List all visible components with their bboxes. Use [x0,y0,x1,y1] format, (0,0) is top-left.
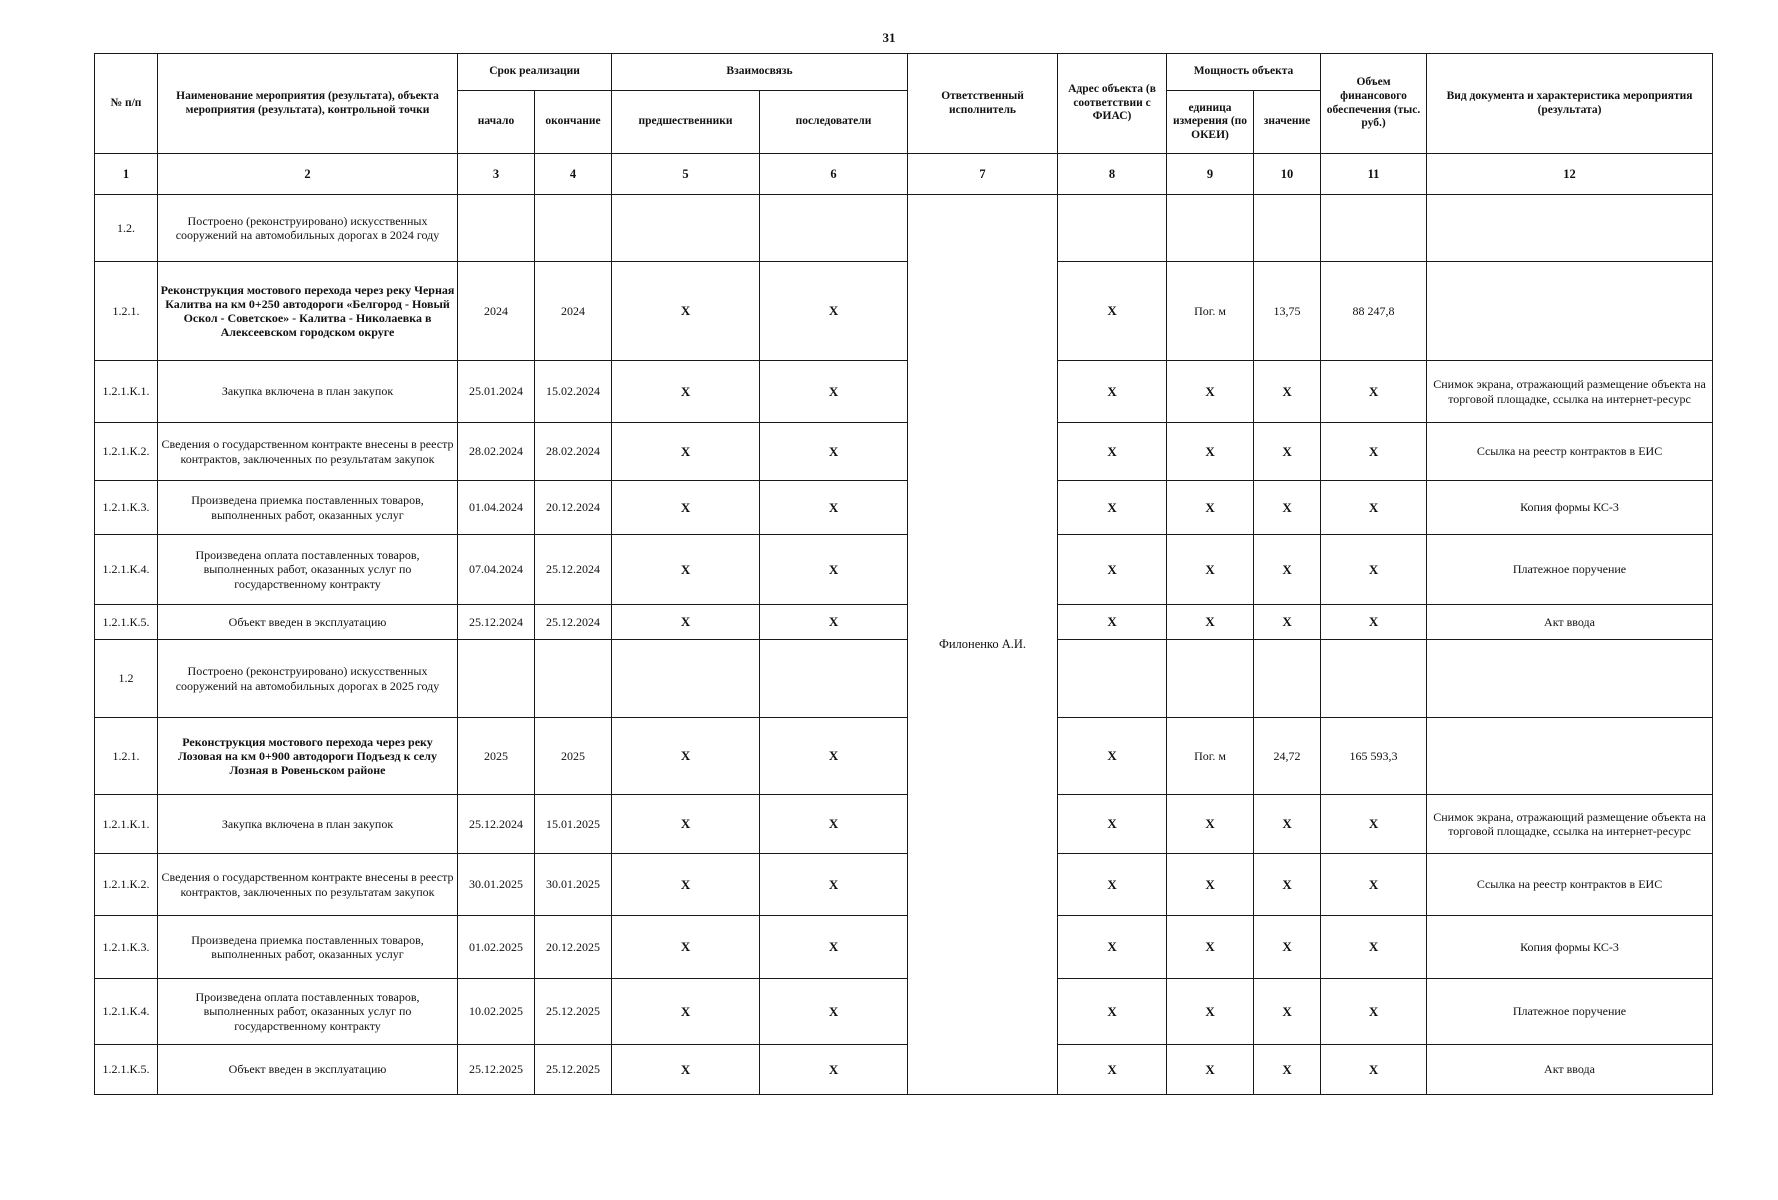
row-name: Сведения о государственном контракте внесены в реестр контрактов, заключенных по результатам закупок [158,423,458,481]
header-links: Взаимосвязь [612,54,908,91]
row-end [535,640,612,718]
row-successors: Х [760,979,908,1045]
table-row [95,195,1713,262]
column-number: 6 [760,154,908,195]
row-successors: Х [760,423,908,481]
table-row [95,535,1713,605]
row-value: Х [1254,481,1321,535]
row-predecessors: Х [612,535,760,605]
row-predecessors: Х [612,361,760,423]
row-predecessors: Х [612,481,760,535]
row-address [1058,640,1167,718]
row-finance: Х [1321,605,1427,640]
column-number: 5 [612,154,760,195]
row-end: 25.12.2024 [535,605,612,640]
row-value: Х [1254,1045,1321,1095]
header-period: Срок реализации [458,54,612,91]
row-address: Х [1058,795,1167,854]
row-end: 15.01.2025 [535,795,612,854]
column-number: 11 [1321,154,1427,195]
row-value: Х [1254,854,1321,916]
row-address: Х [1058,262,1167,361]
row-num: 1.2.1.К.5. [95,605,158,640]
row-start: 01.02.2025 [458,916,535,979]
row-doc: Ссылка на реестр контрактов в ЕИС [1427,854,1713,916]
row-num: 1.2.1.К.5. [95,1045,158,1095]
row-value: 13,75 [1254,262,1321,361]
row-finance: Х [1321,481,1427,535]
row-start: 25.12.2024 [458,795,535,854]
row-doc [1427,262,1713,361]
row-successors [760,640,908,718]
column-number: 8 [1058,154,1167,195]
row-value: Х [1254,916,1321,979]
row-finance [1321,640,1427,718]
row-name: Произведена оплата поставленных товаров, выполненных работ, оказанных услуг по государственному контракту [158,535,458,605]
table-row [95,795,1713,854]
row-doc: Копия формы КС-3 [1427,916,1713,979]
row-end: 30.01.2025 [535,854,612,916]
row-finance: Х [1321,1045,1427,1095]
row-predecessors [612,195,760,262]
row-predecessors: Х [612,718,760,795]
row-finance: 88 247,8 [1321,262,1427,361]
header-doc: Вид документа и характеристика мероприятия (результата) [1427,54,1713,154]
table-row [95,854,1713,916]
row-doc: Акт ввода [1427,1045,1713,1095]
header-name: Наименование мероприятия (результата), объекта мероприятия (результата), контрольной точки [158,54,458,154]
row-start: 25.12.2024 [458,605,535,640]
row-predecessors: Х [612,262,760,361]
row-start [458,195,535,262]
row-successors: Х [760,916,908,979]
row-num: 1.2.1.К.4. [95,535,158,605]
row-num: 1.2.1. [95,262,158,361]
row-start: 2025 [458,718,535,795]
row-finance [1321,195,1427,262]
header-successors: последователи [760,91,908,154]
table-row [95,640,1713,718]
row-unit: Х [1167,916,1254,979]
row-predecessors: Х [612,1045,760,1095]
row-address: Х [1058,916,1167,979]
row-start: 25.12.2025 [458,1045,535,1095]
row-name: Объект введен в эксплуатацию [158,605,458,640]
row-unit [1167,640,1254,718]
header-row-top [95,54,1713,91]
row-name: Произведена приемка поставленных товаров, выполненных работ, оказанных услуг [158,916,458,979]
row-end: 20.12.2024 [535,481,612,535]
row-address: Х [1058,605,1167,640]
row-predecessors: Х [612,854,760,916]
column-number: 7 [908,154,1058,195]
row-value: Х [1254,979,1321,1045]
row-predecessors: Х [612,979,760,1045]
row-predecessors: Х [612,795,760,854]
row-name: Закупка включена в план закупок [158,795,458,854]
row-unit [1167,195,1254,262]
row-doc: Копия формы КС-3 [1427,481,1713,535]
row-unit: Х [1167,795,1254,854]
row-successors: Х [760,481,908,535]
row-finance: Х [1321,854,1427,916]
row-finance: Х [1321,979,1427,1045]
row-name: Построено (реконструировано) искусственных сооружений на автомобильных дорогах в 2024 году [158,195,458,262]
row-finance: 165 593,3 [1321,718,1427,795]
header-address: Адрес объекта (в соответствии с ФИАС) [1058,54,1167,154]
row-doc [1427,640,1713,718]
row-finance: Х [1321,795,1427,854]
row-address: Х [1058,854,1167,916]
events-table [94,53,1713,1095]
row-unit: Х [1167,361,1254,423]
row-value [1254,195,1321,262]
row-end: 25.12.2025 [535,979,612,1045]
row-start: 28.02.2024 [458,423,535,481]
row-successors: Х [760,795,908,854]
row-num: 1.2.1.К.1. [95,361,158,423]
row-doc [1427,718,1713,795]
column-number: 9 [1167,154,1254,195]
row-unit: Х [1167,481,1254,535]
table-row [95,361,1713,423]
row-end: 28.02.2024 [535,423,612,481]
row-name: Произведена оплата поставленных товаров, выполненных работ, оказанных услуг по государственному контракту [158,979,458,1045]
row-value [1254,640,1321,718]
row-address: Х [1058,1045,1167,1095]
row-name: Закупка включена в план закупок [158,361,458,423]
row-start [458,640,535,718]
column-number: 2 [158,154,458,195]
row-unit: Х [1167,854,1254,916]
row-address: Х [1058,423,1167,481]
row-name: Сведения о государственном контракте внесены в реестр контрактов, заключенных по результатам закупок [158,854,458,916]
column-number: 12 [1427,154,1713,195]
header-capacity: Мощность объекта [1167,54,1321,91]
row-name: Реконструкция мостового перехода через реку Черная Калитва на км 0+250 автодороги «Белгород - Новый Оскол - Советское» - Калитва - Николаевка в Алексеевском городском округе [158,262,458,361]
row-end [535,195,612,262]
row-successors: Х [760,605,908,640]
row-start: 2024 [458,262,535,361]
row-predecessors: Х [612,423,760,481]
responsible-person: Филоненко А.И. [908,195,1058,1095]
row-unit: Х [1167,535,1254,605]
header-start: начало [458,91,535,154]
row-successors: Х [760,1045,908,1095]
row-finance: Х [1321,916,1427,979]
row-start: 07.04.2024 [458,535,535,605]
row-num: 1.2.1. [95,718,158,795]
row-unit: Х [1167,605,1254,640]
row-unit: Пог. м [1167,262,1254,361]
row-successors: Х [760,854,908,916]
row-successors [760,195,908,262]
table-row [95,423,1713,481]
row-address: Х [1058,361,1167,423]
row-name: Объект введен в эксплуатацию [158,1045,458,1095]
row-unit: Х [1167,979,1254,1045]
row-successors: Х [760,718,908,795]
header-value: значение [1254,91,1321,154]
row-end: 2024 [535,262,612,361]
row-address [1058,195,1167,262]
row-unit: Х [1167,423,1254,481]
row-doc: Снимок экрана, отражающий размещение объекта на торговой площадке, ссылка на интернет-ресурс [1427,795,1713,854]
row-doc: Ссылка на реестр контрактов в ЕИС [1427,423,1713,481]
row-num: 1.2.1.К.2. [95,854,158,916]
row-name: Реконструкция мостового перехода через реку Лозовая на км 0+900 автодороги Подъезд к селу Лозная в Ровеньском районе [158,718,458,795]
row-start: 30.01.2025 [458,854,535,916]
header-predecessors: предшественники [612,91,760,154]
row-end: 20.12.2025 [535,916,612,979]
table-row [95,979,1713,1045]
row-doc: Платежное поручение [1427,979,1713,1045]
row-doc: Акт ввода [1427,605,1713,640]
row-doc: Платежное поручение [1427,535,1713,605]
row-value: Х [1254,795,1321,854]
row-address: Х [1058,979,1167,1045]
row-num: 1.2 [95,640,158,718]
row-end: 2025 [535,718,612,795]
row-doc [1427,195,1713,262]
column-number: 3 [458,154,535,195]
row-name: Произведена приемка поставленных товаров, выполненных работ, оказанных услуг [158,481,458,535]
row-successors: Х [760,535,908,605]
table-row [95,718,1713,795]
row-end: 25.12.2024 [535,535,612,605]
row-end: 15.02.2024 [535,361,612,423]
row-value: Х [1254,535,1321,605]
page-number: 31 [882,30,896,45]
row-predecessors [612,640,760,718]
row-value: 24,72 [1254,718,1321,795]
header-finance: Объем финансового обеспечения (тыс. руб.) [1321,54,1427,154]
header-end: окончание [535,91,612,154]
row-doc: Снимок экрана, отражающий размещение объекта на торговой площадке, ссылка на интернет-ресурс [1427,361,1713,423]
row-address: Х [1058,718,1167,795]
row-value: Х [1254,605,1321,640]
row-predecessors: Х [612,605,760,640]
row-num: 1.2.1.К.3. [95,916,158,979]
table-row [95,605,1713,640]
row-finance: Х [1321,361,1427,423]
row-name: Построено (реконструировано) искусственных сооружений на автомобильных дорогах в 2025 году [158,640,458,718]
row-unit: Пог. м [1167,718,1254,795]
row-num: 1.2.1.К.2. [95,423,158,481]
row-address: Х [1058,535,1167,605]
row-address: Х [1058,481,1167,535]
row-start: 10.02.2025 [458,979,535,1045]
row-successors: Х [760,361,908,423]
row-num: 1.2. [95,195,158,262]
row-finance: Х [1321,535,1427,605]
row-unit: Х [1167,1045,1254,1095]
row-end: 25.12.2025 [535,1045,612,1095]
column-number: 4 [535,154,612,195]
row-value: Х [1254,361,1321,423]
column-number: 1 [95,154,158,195]
row-finance: Х [1321,423,1427,481]
header-unit: единица измерения (по ОКЕИ) [1167,91,1254,154]
row-start: 01.04.2024 [458,481,535,535]
table-row [95,916,1713,979]
row-num: 1.2.1.К.3. [95,481,158,535]
column-number-row [95,154,1713,195]
table-row [95,262,1713,361]
row-successors: Х [760,262,908,361]
header-num: № п/п [95,54,158,154]
column-number: 10 [1254,154,1321,195]
row-num: 1.2.1.К.1. [95,795,158,854]
table-row [95,1045,1713,1095]
row-value: Х [1254,423,1321,481]
row-start: 25.01.2024 [458,361,535,423]
row-predecessors: Х [612,916,760,979]
header-responsible: Ответственный исполнитель [908,54,1058,154]
row-num: 1.2.1.К.4. [95,979,158,1045]
table-row [95,481,1713,535]
